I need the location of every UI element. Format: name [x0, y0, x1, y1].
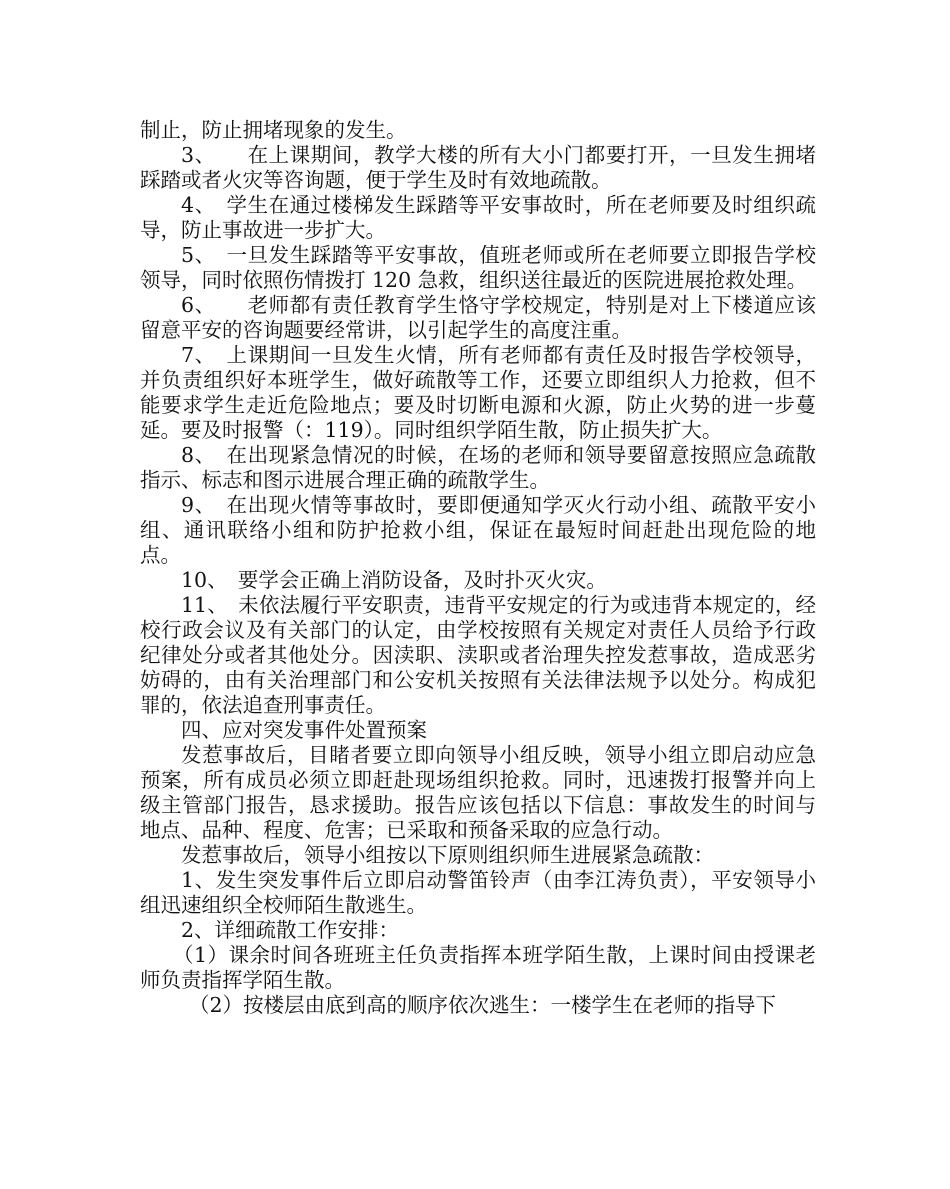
paragraph-evacuation-principle: 发惹事故后，领导小组按以下原则组织师生进展紧急疏散： [181, 843, 714, 867]
paragraph-item-11: 11、 未依法履行平安职责，违背平安规定的行为或违背本规定的，经校行政会议及有关部门的认定，由学校按照有关规定对责任人员给予行政纪律处分或者其他处分。因渎职、渎职或者治理失控发惹事故，造成恶劣妨碍的，由有关治理部门和公安机关按照有关法律法规予以处分。构成犯罪的，依法追查刑事责任。 [140, 593, 816, 717]
paragraph-step-2: 2、详细疏散工作安排： [181, 918, 400, 942]
paragraph-emergency-plan: 发惹事故后，目睹者要立即向领导小组反映，领导小组立即启动应急预案，所有成员必须立即赶赴现场组织抢救。同时，迅速拨打报警并向上级主管部门报告，恳求援助。报告应该包括以下信息：事故发生的时间与地点、品种、程度、危害；已采取和预备采取的应急行动。 [140, 743, 816, 842]
paragraph-continuation: 制止，防止拥堵现象的发生。 [140, 118, 407, 142]
paragraph-item-4: 4、 学生在通过楼梯发生踩踏等平安事故时，所在老师要及时组织疏导，防止事故进一步扩大。 [140, 193, 816, 242]
paragraph-substep-2: （2）按楼层由底到高的顺序依次逃生：一楼学生在老师的指导下 [189, 993, 777, 1017]
paragraph-item-6: 6、 老师都有责任教育学生恪守学校规定，特别是对上下楼道应该留意平安的咨询题要经常讲，以引起学生的高度注重。 [140, 293, 816, 342]
paragraph-item-9: 9、 在出现火情等事故时，要即便通知学灭火行动小组、疏散平安小组、通讯联络小组和防护抢救小组，保证在最短时间赶赴出现危险的地点。 [140, 493, 816, 567]
section-heading: 四、应对突发事件处置预案 [181, 718, 427, 742]
paragraph-item-7: 7、 上课期间一旦发生火情，所有老师都有责任及时报告学校领导，并负责组织好本班学生，做好疏散等工作，还要立即组织人力抢救，但不能要求学生走近危险地点；要及时切断电源和火源，防止火势的进一步蔓延。要及时报警（：119）。同时组织学陌生散，防止损失扩大。 [140, 343, 816, 442]
paragraph-substep-1: （1）课余时间各班班主任负责指挥本班学陌生散，上课时间由授课老师负责指挥学陌生散。 [140, 943, 816, 992]
paragraph-item-3: 3、 在上课期间，教学大楼的所有大小门都要打开，一旦发生拥堵踩踏或者火灾等咨询题，便于学生及时有效地疏散。 [140, 143, 816, 192]
paragraph-item-10: 10、 要学会正确上消防设备，及时扑灭火灾。 [181, 568, 607, 592]
document-page [140, 118, 816, 1018]
paragraph-item-8: 8、 在出现紧急情况的时候，在场的老师和领导要留意按照应急疏散指示、标志和图示进展合理正确的疏散学生。 [140, 443, 816, 492]
paragraph-step-1: 1、发生突发事件后立即启动警笛铃声（由李江涛负责），平安领导小组迅速组织全校师陌生散逃生。 [140, 868, 816, 917]
paragraph-item-5: 5、 一旦发生踩踏等平安事故，值班老师或所在老师要立即报告学校领导，同时依照伤情拨打 120 急救，组织送往最近的医院进展抢救处理。 [140, 243, 816, 292]
